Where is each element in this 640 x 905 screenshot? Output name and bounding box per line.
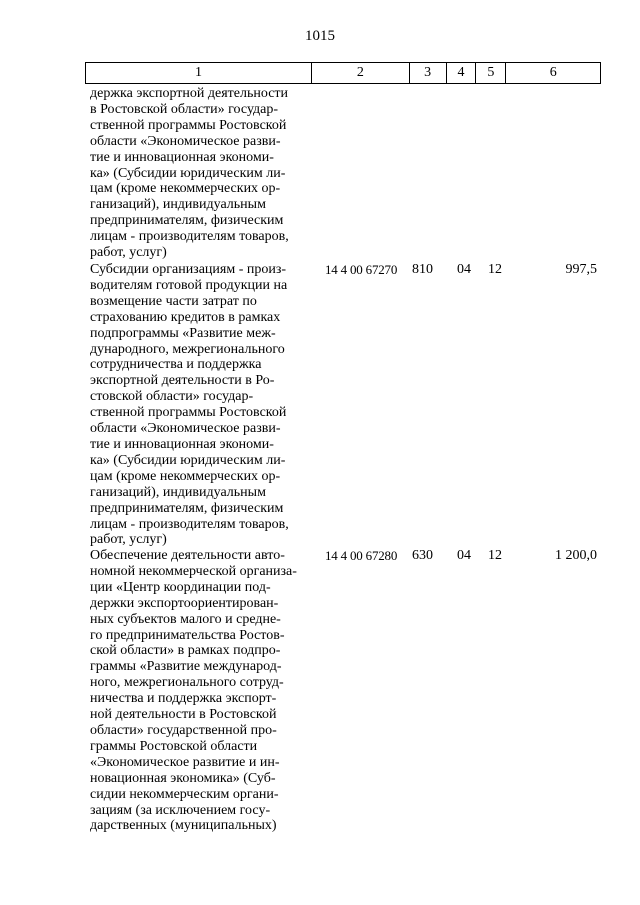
row-subsection: 12 xyxy=(488,548,502,563)
row-description xyxy=(90,262,306,548)
description-line: граммы Ростовской области xyxy=(90,738,258,754)
row-amount: 997,5 xyxy=(565,262,597,277)
description-line: области «Экономическое разви- xyxy=(90,421,281,437)
description-line: тие и инновационная экономи- xyxy=(90,436,274,452)
description-line: ка» (Субсидии юридическим ли- xyxy=(90,165,286,181)
description-line: ного, межрегионального сотруд- xyxy=(90,675,284,691)
description-line: ничества и поддержка экспорт- xyxy=(90,691,277,707)
description-line: стовской области» государ- xyxy=(90,389,254,405)
row-code: 14 4 00 67280 xyxy=(325,548,398,563)
description-line: области» государственной про- xyxy=(90,722,277,738)
header-col-5: 5 xyxy=(476,63,506,83)
description-line: в Ростовской области» государ- xyxy=(90,101,279,117)
description-line: тие и инновационная экономи- xyxy=(90,149,274,165)
description-line: новационная экономика» (Суб- xyxy=(90,770,276,786)
table-row xyxy=(90,86,600,261)
row-subsection: 12 xyxy=(488,262,502,277)
description-line: цам (кроме некоммерческих ор- xyxy=(90,181,281,197)
description-line: ской области» в рамках подпро- xyxy=(90,643,281,659)
header-col-4: 4 xyxy=(447,63,477,83)
description-line: Обеспечение деятельности авто- xyxy=(90,548,285,563)
description-line: лицам - производителям товаров, xyxy=(90,229,289,245)
row-section: 04 xyxy=(457,262,471,277)
description-line: дународного, межрегионального xyxy=(90,341,285,357)
description-line: области «Экономическое разви- xyxy=(90,133,281,149)
description-line: подпрограммы «Развитие меж- xyxy=(90,325,276,341)
description-line: ции «Центр координации под- xyxy=(90,579,271,595)
table-row xyxy=(90,262,600,548)
description-line: экспортной деятельности в Ро- xyxy=(90,373,275,389)
description-line: работ, услуг) xyxy=(90,245,167,261)
description-line: возмещение части затрат по xyxy=(90,293,257,309)
description-line: ственной программы Ростовской xyxy=(90,405,287,421)
description-line: ганизаций), индивидуальным xyxy=(90,197,266,213)
row-code: 14 4 00 67270 xyxy=(325,262,398,277)
page-number: 1015 xyxy=(305,28,335,44)
row-amount: 1 200,0 xyxy=(555,548,597,563)
description-line: страхованию кредитов в рамках xyxy=(90,309,281,325)
description-line: граммы «Развитие международ- xyxy=(90,659,282,675)
table-header xyxy=(85,62,601,84)
description-line: номной некоммерческой организа- xyxy=(90,563,297,579)
description-line: зациям (за исключением госу- xyxy=(90,802,271,818)
description-line: го предпринимательства Ростов- xyxy=(90,627,285,643)
row-description xyxy=(90,548,306,834)
description-line: предпринимателям, физическим xyxy=(90,213,284,229)
description-line: предпринимателям, физическим xyxy=(90,500,284,516)
description-line: лицам - производителям товаров, xyxy=(90,516,289,532)
header-col-3: 3 xyxy=(410,63,447,83)
description-line: работ, услуг) xyxy=(90,532,167,548)
description-line: дарственных (муниципальных) xyxy=(90,818,277,834)
row-expense-type: 810 xyxy=(412,262,433,277)
row-description xyxy=(90,86,306,261)
table-row xyxy=(90,548,600,834)
description-line: ганизаций), индивидуальным xyxy=(90,484,266,500)
header-col-6: 6 xyxy=(549,65,557,80)
description-line: Субсидии организациям - произ- xyxy=(90,262,287,277)
description-line: сотрудничества и поддержка xyxy=(90,357,262,373)
description-line: цам (кроме некоммерческих ор- xyxy=(90,468,281,484)
description-line: держки экспортоориентирован- xyxy=(90,595,279,611)
row-section: 04 xyxy=(457,548,471,563)
header-col-1: 1 xyxy=(86,63,312,83)
description-line: «Экономическое развитие и ин- xyxy=(90,754,280,770)
description-line: ственной программы Ростовской xyxy=(90,117,287,133)
description-line: ка» (Субсидии юридическим ли- xyxy=(90,452,286,468)
description-line: ных субъектов малого и средне- xyxy=(90,611,281,627)
header-col-2: 2 xyxy=(312,63,410,83)
description-line: сидии некоммерческим органи- xyxy=(90,786,279,802)
description-line: водителям готовой продукции на xyxy=(90,277,288,293)
row-expense-type: 630 xyxy=(412,548,433,563)
description-line: держка экспортной деятельности xyxy=(90,86,289,101)
description-line: ной деятельности в Ростовской xyxy=(90,707,277,723)
